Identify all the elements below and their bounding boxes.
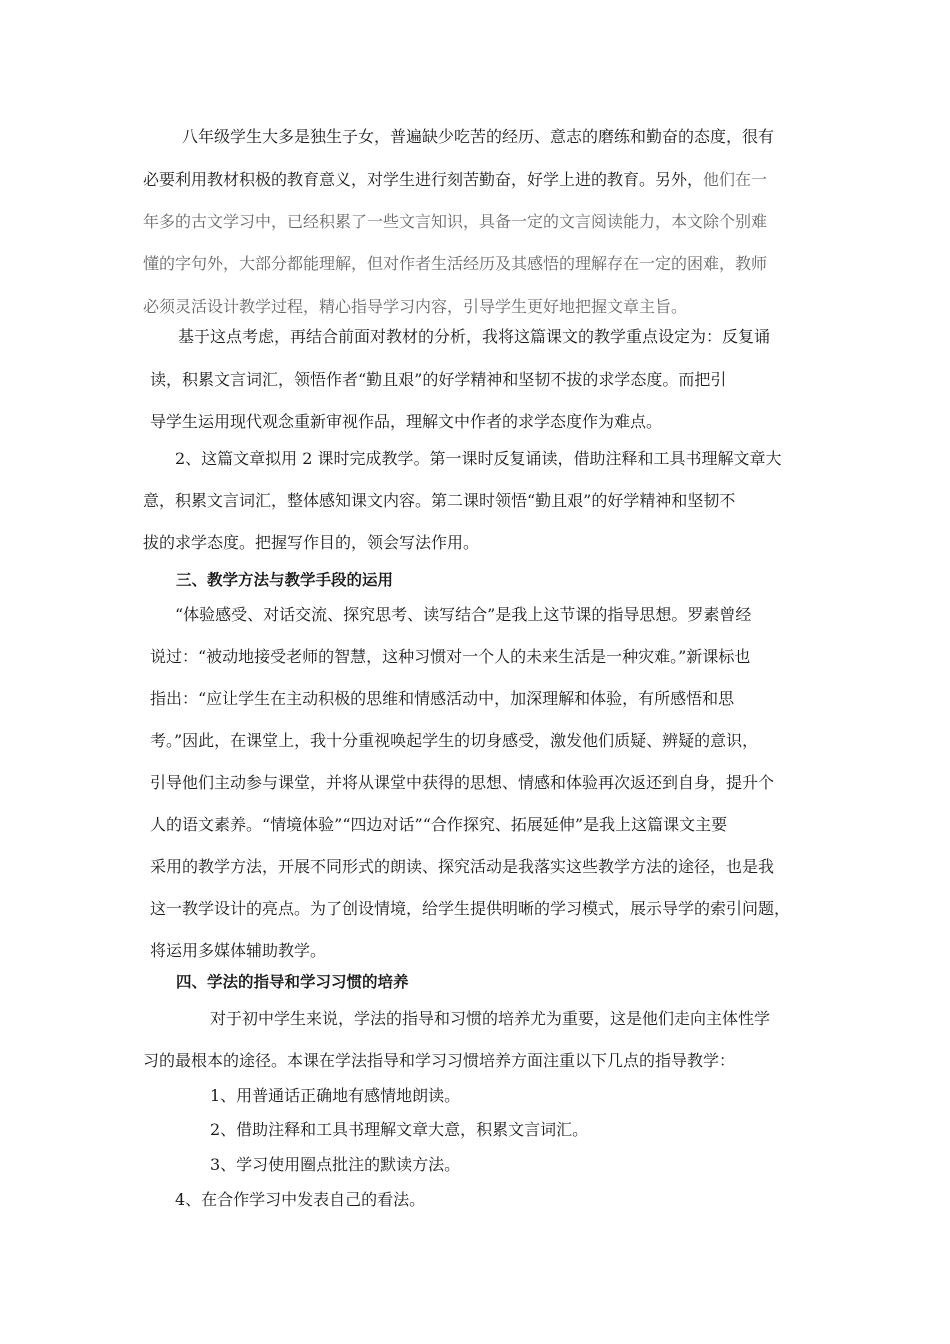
p1-line1: 八年级学生大多是独生子女，普遍缺少吃苦的经历、意志的磨练和勤奋的态度，很有 bbox=[182, 127, 775, 146]
p4-line8: 这一教学设计的亮点。为了创设情境，给学生提供明晰的学习模式，展示导学的索引问题， bbox=[150, 899, 791, 918]
p1-line2-gray: 他们在一 bbox=[703, 170, 768, 189]
p5-line1: 对于初中学生来说，学法的指导和习惯的培养尤为重要，这是他们走向主体性学 bbox=[210, 1009, 771, 1028]
p5-line2: 习的最根本的途径。本课在学法指导和学习习惯培养方面注重以下几点的指导教学： bbox=[143, 1051, 736, 1070]
p2-line3: 导学生运用现代观念重新审视作品，理解文中作者的求学态度作为难点。 bbox=[150, 412, 663, 431]
p4-line4: 考。”因此，在课堂上，我十分重视唤起学生的切身感受，激发他们质疑、辨疑的意识， bbox=[150, 731, 759, 750]
list-item: 2、借助注释和工具书理解文章大意，积累文言词汇。 bbox=[210, 1120, 589, 1139]
p1-line2-dark: 必要利用教材积极的教育意义，对学生进行刻苦勤奋，好学上进的教育。另外， bbox=[143, 170, 704, 189]
p2-line2: 读，积累文言词汇，领悟作者“勤且艰”的好学精神和坚韧不拔的求学态度。而把引 bbox=[150, 370, 727, 389]
list-item: 4、在合作学习中发表自己的看法。 bbox=[175, 1190, 426, 1209]
p4-line7: 采用的教学方法，开展不同形式的朗读、探究活动是我落实这些教学方法的途径，也是我 bbox=[150, 857, 775, 876]
section-heading-3: 三、教学方法与教学手段的运用 bbox=[176, 571, 394, 589]
p1-line3: 年多的古文学习中，已经积累了一些文言知识，具备一定的文言阅读能力，本文除个别难 bbox=[143, 212, 768, 231]
p1-line2 bbox=[143, 169, 767, 191]
p4-line9: 将运用多媒体辅助教学。 bbox=[150, 941, 327, 960]
p3-line1: 2、这篇文章拟用 2 课时完成教学。第一课时反复诵读，借助注释和工具书理解文章大 bbox=[175, 449, 782, 468]
p1-line4: 懂的字句外，大部分都能理解，但对作者生活经历及其感悟的理解存在一定的困难，教师 bbox=[143, 254, 768, 273]
list-item: 1、用普通话正确地有感情地朗读。 bbox=[210, 1086, 461, 1105]
p4-line3: 指出：“应让学生在主动积极的思维和情感活动中，加深理解和体验，有所感悟和思 bbox=[150, 689, 735, 708]
p4-line2: 说过：“被动地接受老师的智慧，这种习惯对一个人的未来生活是一种灾难。”新课标也 bbox=[150, 647, 751, 666]
p1-line5: 必须灵活设计教学过程，精心指导学习内容，引导学生更好地把握文章主旨。 bbox=[143, 297, 688, 316]
p3-line2: 意，积累文言词汇，整体感知课文内容。第二课时领悟“勤且艰”的好学精神和坚韧不 bbox=[143, 491, 736, 510]
list-item: 3、学习使用圈点批注的默读方法。 bbox=[210, 1155, 461, 1174]
p4-line1: “体验感受、对话交流、探究思考、读写结合”是我上这节课的指导思想。罗素曾经 bbox=[175, 605, 752, 624]
p4-line5: 引导他们主动参与课堂，并将从课堂中获得的思想、情感和体验再次返还到自身，提升个 bbox=[150, 773, 775, 792]
p2-line1: 基于这点考虑，再结合前面对教材的分析，我将这篇课文的教学重点设定为：反复诵 bbox=[178, 327, 771, 346]
p3-line3: 拔的求学态度。把握写作目的，领会写法作用。 bbox=[143, 533, 480, 552]
p4-line6: 人的语文素养。“情境体验”“四边对话”“合作探究、拓展延伸”是我上这篇课文主要 bbox=[150, 815, 728, 834]
section-heading-4: 四、学法的指导和学习习惯的培养 bbox=[176, 973, 409, 991]
